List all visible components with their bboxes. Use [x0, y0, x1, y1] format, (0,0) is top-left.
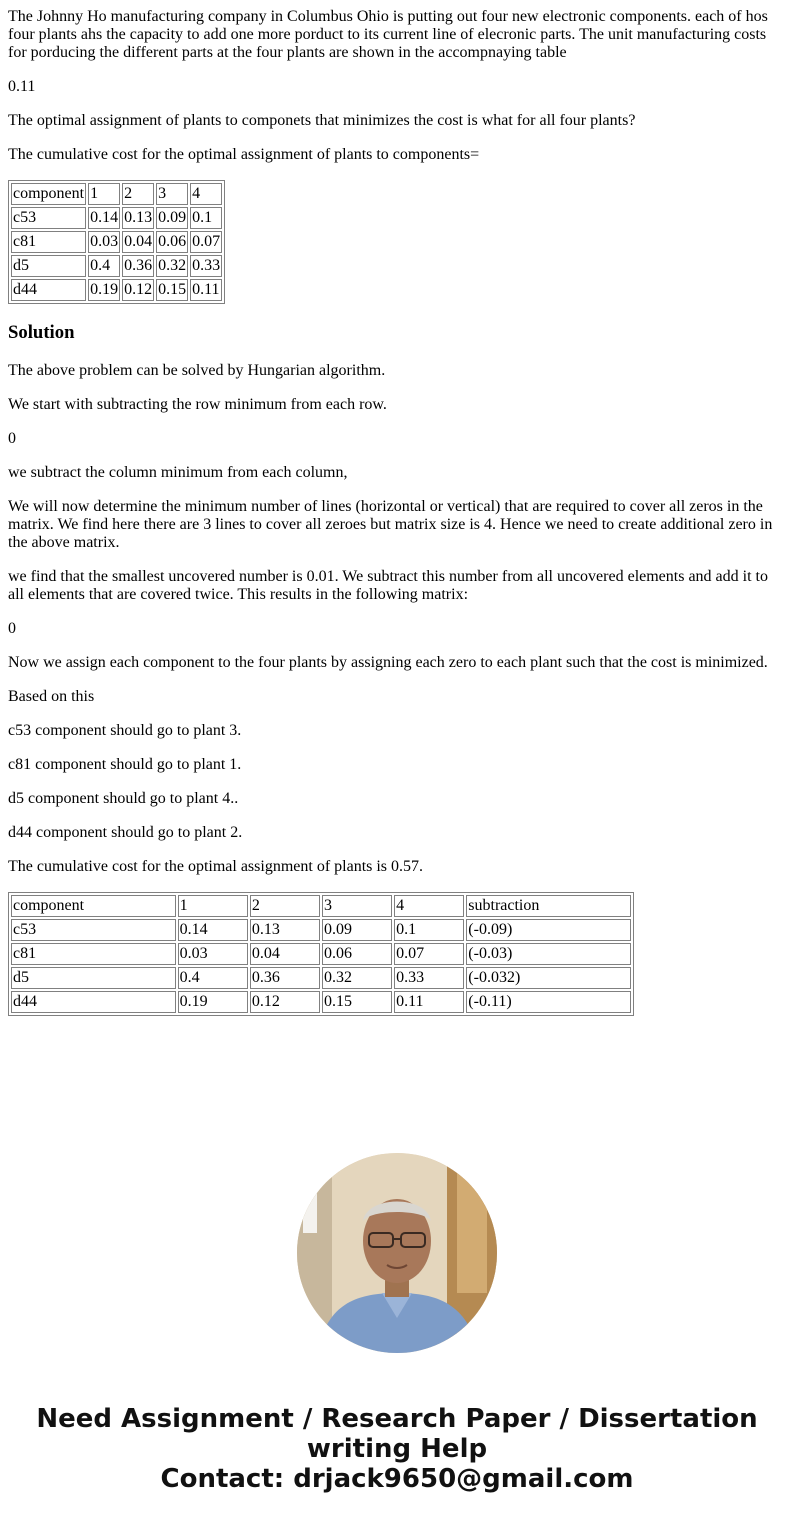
table-cell: 0.12: [122, 279, 154, 301]
table-cell: 0.11: [394, 991, 464, 1013]
solution-paragraph: The above problem can be solved by Hungarian algorithm.: [8, 362, 386, 379]
table-header-cell: 4: [394, 895, 464, 917]
table-cell: c53: [11, 207, 86, 229]
table-cell: d5: [11, 255, 86, 277]
table-header-cell: 1: [178, 895, 248, 917]
table-header-cell: 1: [88, 183, 120, 205]
solution-paragraph: we subtract the column minimum from each column,: [8, 464, 348, 481]
question-intro: The Johnny Ho manufacturing company in Columbus Ohio is putting out four new electronic components. each of hos four plants ahs the capacity to add one more porduct to its current line of elecronic parts. The unit manufacturing costs for porducing the different parts at the four plants are shown in the accompnaying table: [8, 8, 768, 61]
author-avatar: [297, 1153, 497, 1353]
table-cell: 0.13: [250, 919, 320, 941]
table-cell: 0.1: [394, 919, 464, 941]
table-header-cell: subtraction: [466, 895, 631, 917]
table-cell: 0.14: [88, 207, 120, 229]
table-cell: d44: [11, 279, 86, 301]
solution-paragraph: 0: [8, 620, 16, 637]
solution-paragraph: The cumulative cost for the optimal assignment of plants is 0.57.: [8, 858, 424, 875]
table-cell: 0.32: [322, 967, 392, 989]
table-cell: 0.04: [122, 231, 154, 253]
table-row: [11, 943, 631, 965]
solution-paragraph: c53 component should go to plant 3.: [8, 722, 242, 739]
table-cell: (-0.03): [466, 943, 631, 965]
table-cell: d5: [11, 967, 176, 989]
promo-contact: Contact: drjack9650@gmail.com: [160, 1464, 634, 1494]
solution-paragraph: We start with subtracting the row minimum from each row.: [8, 396, 387, 413]
table-cell: 0.19: [88, 279, 120, 301]
table-header-cell: 2: [250, 895, 320, 917]
document-body: [8, 0, 786, 1032]
table-cell: 0.33: [394, 967, 464, 989]
question-1: The optimal assignment of plants to componets that minimizes the cost is what for all four plants?: [8, 112, 636, 129]
table-cell: 0.09: [156, 207, 188, 229]
solution-paragraph: we find that the smallest uncovered number is 0.01. We subtract this number from all uncovered elements and add it to all elements that are covered twice. This results in the following matrix:: [8, 568, 768, 603]
table-row: [11, 919, 631, 941]
question-2: The cumulative cost for the optimal assignment of plants to components=: [8, 146, 480, 163]
table-header-cell: 2: [122, 183, 154, 205]
table-cell: 0.03: [178, 943, 248, 965]
table-header-cell: 4: [190, 183, 222, 205]
table-header-cell: component: [11, 895, 176, 917]
promo-banner: [0, 1404, 794, 1494]
table-cell: (-0.032): [466, 967, 631, 989]
table-cell: 0.32: [156, 255, 188, 277]
table-cell: 0.1: [190, 207, 222, 229]
table-header-row: [11, 183, 222, 205]
table-cell: c53: [11, 919, 176, 941]
promo-line: writing Help: [306, 1434, 488, 1464]
table-cell: 0.07: [394, 943, 464, 965]
cost-table: [8, 180, 225, 304]
solution-paragraph: Based on this: [8, 688, 95, 705]
table-cell: 0.15: [156, 279, 188, 301]
question-value: 0.11: [8, 78, 36, 95]
solution-paragraph: We will now determine the minimum number of lines (horizontal or vertical) that are required to cover all zeros in the matrix. We find here there are 3 lines to cover all zeroes but matrix size is 4. Hence we need to create additional zero in the above matrix.: [8, 498, 773, 551]
solution-paragraph: 0: [8, 430, 16, 447]
table-cell: 0.11: [190, 279, 222, 301]
table-cell: 0.07: [190, 231, 222, 253]
table-cell: (-0.09): [466, 919, 631, 941]
table-cell: 0.04: [250, 943, 320, 965]
table-cell: c81: [11, 943, 176, 965]
table-cell: 0.14: [178, 919, 248, 941]
avatar: [297, 1153, 497, 1353]
table-cell: 0.4: [178, 967, 248, 989]
table-cell: 0.06: [156, 231, 188, 253]
table-cell: (-0.11): [466, 991, 631, 1013]
table-row: [11, 279, 222, 301]
table-row: [11, 231, 222, 253]
solution-heading: Solution: [8, 322, 75, 343]
table-header-cell: 3: [322, 895, 392, 917]
table-cell: 0.12: [250, 991, 320, 1013]
table-row: [11, 967, 631, 989]
table-cell: 0.36: [250, 967, 320, 989]
person-portrait-icon: [297, 1153, 497, 1353]
table-header-row: [11, 895, 631, 917]
table-cell: 0.4: [88, 255, 120, 277]
table-cell: 0.36: [122, 255, 154, 277]
table-cell: 0.06: [322, 943, 392, 965]
solution-paragraph: Now we assign each component to the four plants by assigning each zero to each plant such that the cost is minimized.: [8, 654, 768, 671]
table-row: [11, 991, 631, 1013]
solution-paragraph: d5 component should go to plant 4..: [8, 790, 239, 807]
table-header-cell: component: [11, 183, 86, 205]
solution-paragraph: d44 component should go to plant 2.: [8, 824, 243, 841]
table-row: [11, 255, 222, 277]
table-cell: 0.19: [178, 991, 248, 1013]
solution-paragraph: c81 component should go to plant 1.: [8, 756, 242, 773]
table-header-cell: 3: [156, 183, 188, 205]
table-cell: 0.03: [88, 231, 120, 253]
table-row: [11, 207, 222, 229]
table-cell: 0.15: [322, 991, 392, 1013]
table-cell: c81: [11, 231, 86, 253]
table-cell: 0.09: [322, 919, 392, 941]
table-cell: 0.13: [122, 207, 154, 229]
table-cell: 0.33: [190, 255, 222, 277]
promo-line: Need Assignment / Research Paper / Dissertation: [36, 1404, 758, 1434]
subtraction-table: [8, 892, 634, 1016]
table-cell: d44: [11, 991, 176, 1013]
